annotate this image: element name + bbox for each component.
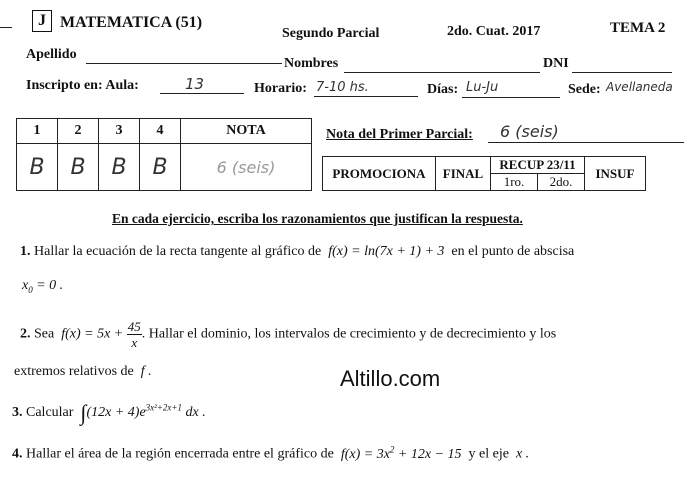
exercise-2-line-2 — [14, 364, 152, 380]
grade-header-3: 3 — [99, 119, 140, 144]
grade-value-1: B — [17, 144, 58, 191]
watermark: Altillo.com — [340, 366, 441, 391]
grades-values-row — [17, 144, 312, 191]
exercise-3-formula: $\int(12x + 4)e^{3x^2+2x+1}$ dx . — [80, 400, 206, 425]
tema-letter-box: J — [32, 10, 52, 32]
apellido-label: Apellido — [26, 47, 77, 62]
exercise-4-text-a: Hallar el área de la región encerrada entre el gráfico de — [26, 446, 334, 462]
grade-value-4: B — [140, 144, 181, 191]
exercise-2-func: f . — [137, 364, 152, 379]
exercise-1-formula: f(x) = ln(7x + 1) + 3 — [324, 244, 448, 259]
instruction-text: En cada ejercicio, escriba los razonamientos que justifican la respuesta. — [112, 211, 523, 226]
corner-mark — [0, 27, 12, 28]
exercise-2-text-b: . Hallar el dominio, los intervalos de crecimiento y de decrecimiento y los — [141, 326, 557, 342]
promo-sub-2do: 2do. — [538, 174, 585, 191]
aula-value: 13 — [185, 75, 205, 93]
exercise-1-number: 1. — [20, 244, 31, 259]
promo-header-row — [323, 157, 646, 174]
sede-label: Sede: — [568, 82, 601, 97]
exercise-1 — [20, 244, 574, 260]
grade-header-nota: NOTA — [181, 119, 312, 144]
exercise-3-number: 3. — [12, 405, 23, 421]
grade-header-2: 2 — [58, 119, 99, 144]
grades-table — [16, 118, 312, 191]
horario-value: 7-10 hs. — [316, 80, 369, 95]
grade-header-4: 4 — [140, 119, 181, 144]
exercise-2-text-a: Sea — [34, 326, 55, 342]
exercise-2-text-c: extremos relativos de — [14, 364, 134, 379]
exercise-2-formula: f(x) = 5x + — [57, 326, 127, 342]
exercise-1-point: $x_0 = 0$ . — [22, 278, 64, 295]
promo-sub-1ro: 1ro. — [491, 174, 538, 191]
promo-header-final: FINAL — [436, 157, 491, 191]
grade-value-3: B — [99, 144, 140, 191]
grade-value-2: B — [58, 144, 99, 191]
exercise-4-number: 4. — [12, 446, 23, 462]
apellido-line — [86, 63, 282, 64]
tema-number: TEMA 2 — [610, 20, 666, 36]
dni-line — [572, 72, 672, 73]
exercise-1-text-b: en el punto de abscisa — [451, 244, 575, 259]
grade-header-1: 1 — [17, 119, 58, 144]
sede-value: Avellaneda — [606, 80, 673, 94]
nombres-line — [344, 72, 540, 73]
dias-value: Lu-Ju — [466, 80, 499, 95]
horario-line — [314, 96, 418, 97]
primer-parcial-line — [488, 142, 684, 143]
grades-header-row — [17, 119, 312, 144]
dias-label: Días: — [427, 82, 459, 97]
exercise-2-number: 2. — [20, 326, 31, 342]
exercise-2-fraction: $\frac{45}{x}$ — [127, 319, 141, 350]
subject-title: MATEMATICA (51) — [60, 14, 203, 31]
grade-value-nota: 6 (seis) — [181, 144, 312, 191]
promo-header-insuf: INSUF — [585, 157, 646, 191]
exercise-4-text-b: y el eje — [468, 446, 509, 462]
exercise-1-text-a: Hallar la ecuación de la recta tangente al gráfico de — [34, 244, 322, 259]
exercise-4 — [12, 444, 529, 463]
promo-header-promociona: PROMOCIONA — [323, 157, 436, 191]
promo-header-recup: RECUP 23/11 — [491, 157, 585, 174]
exam-name: Segundo Parcial — [282, 26, 380, 41]
inscripto-label: Inscripto en: Aula: — [26, 78, 139, 93]
promo-table — [322, 156, 646, 191]
exercise-3-text-a: Calcular — [26, 405, 74, 421]
exam-term: 2do. Cuat. 2017 — [447, 24, 541, 39]
exercise-4-formula: $f(x) = 3x^2 + 12x - 15$ — [337, 444, 466, 462]
aula-line — [160, 93, 244, 94]
exercise-2 — [20, 319, 556, 350]
exercise-3 — [12, 400, 206, 426]
dias-line — [462, 97, 560, 98]
dni-label: DNI — [543, 56, 569, 71]
primer-parcial-value: 6 (seis) — [500, 122, 559, 141]
nombres-label: Nombres — [284, 56, 339, 71]
primer-parcial-label: Nota del Primer Parcial: — [326, 127, 473, 142]
horario-label: Horario: — [254, 81, 307, 96]
exercise-4-axis: x . — [512, 446, 530, 462]
